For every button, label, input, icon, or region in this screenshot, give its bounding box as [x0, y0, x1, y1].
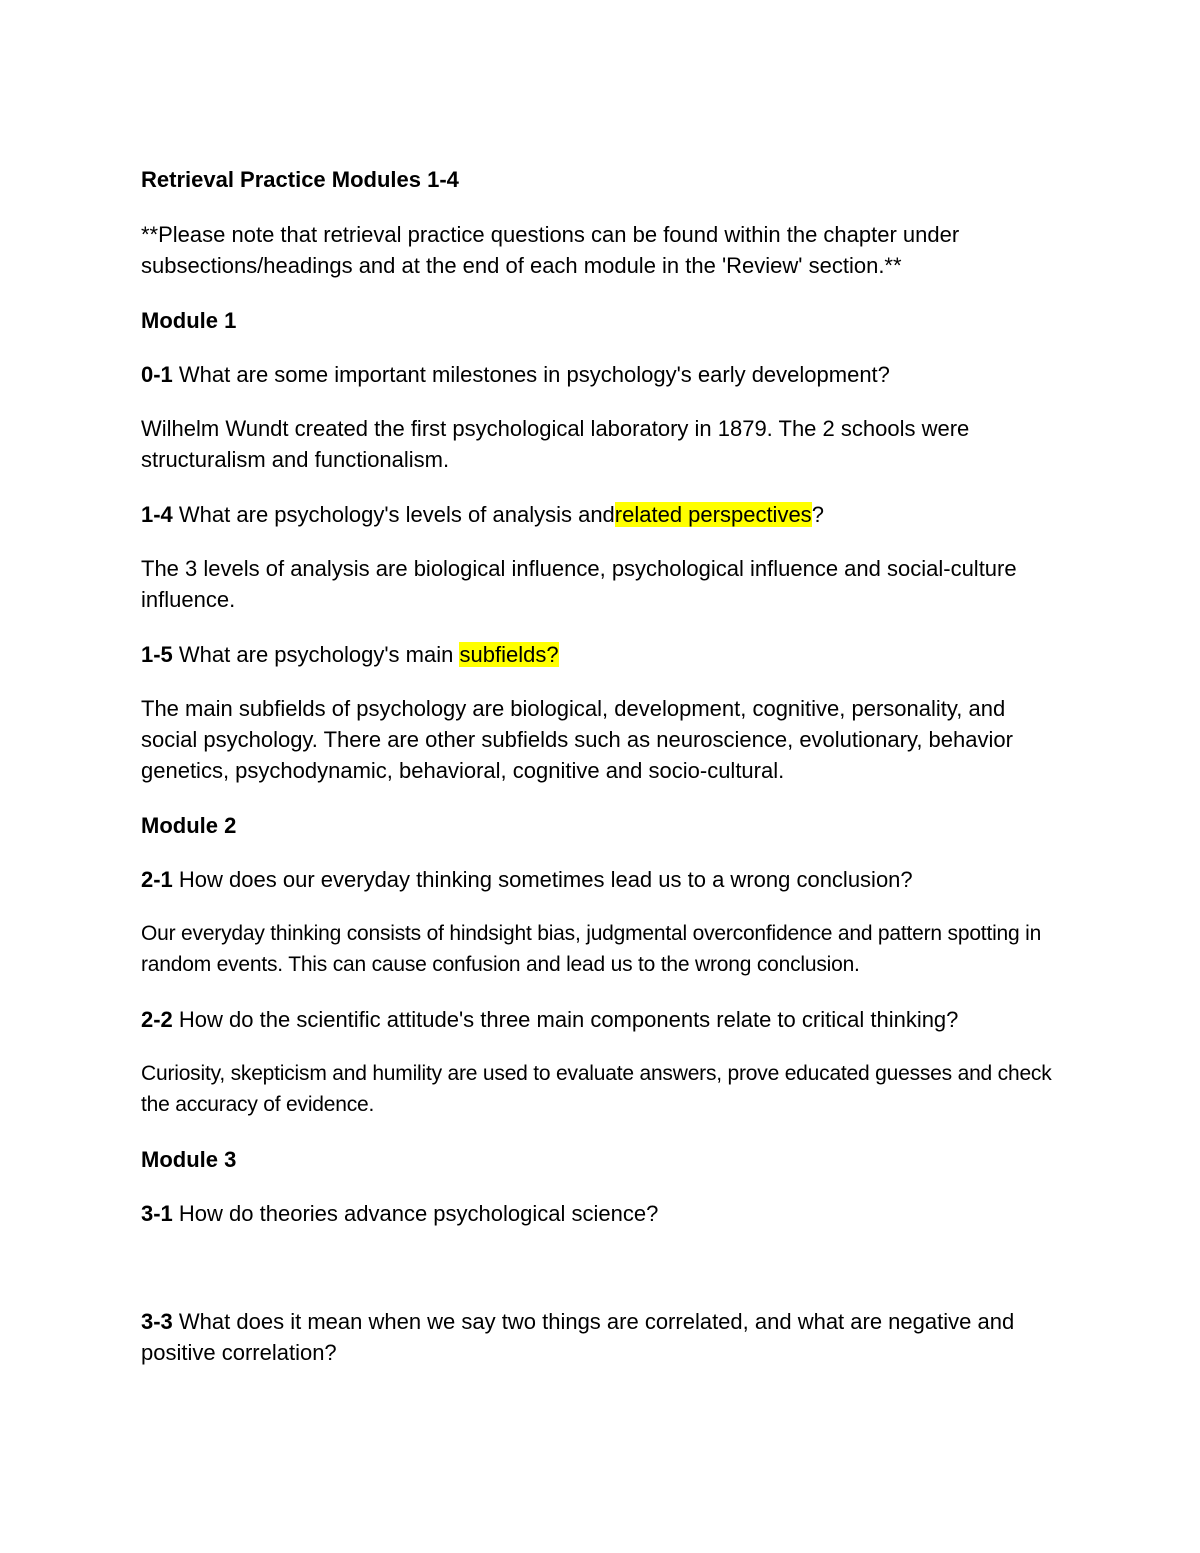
blank-answer-space [141, 1252, 1061, 1306]
question-text-end: ? [811, 502, 824, 527]
question-text: What does it mean when we say two things are correlated, and what are negative and positive correlation? [141, 1309, 1015, 1365]
question [141, 864, 1061, 895]
question-number: 2-2 [141, 1007, 173, 1032]
question-number: 2-1 [141, 867, 173, 892]
question [141, 1004, 1061, 1035]
question-number: 3-1 [141, 1201, 173, 1226]
question [141, 359, 1061, 390]
question-number: 1-4 [141, 502, 173, 527]
highlighted-text: related perspectives [614, 502, 812, 527]
module-heading: Module 3 [141, 1147, 237, 1172]
question-text: How do theories advance psychological science? [178, 1201, 659, 1226]
question-text: What are some important milestones in psychology's early development? [178, 362, 890, 387]
module-heading: Module 2 [141, 813, 237, 838]
question-text: What are psychology's main [178, 642, 454, 667]
question [141, 1198, 1061, 1229]
question [141, 1306, 1061, 1368]
question-text: How do the scientific attitude's three main components relate to critical thinking? [178, 1007, 959, 1032]
question-number: 1-5 [141, 642, 173, 667]
question [141, 499, 1061, 530]
answer: The 3 levels of analysis are biological influence, psychological influence and social-culture influence. [141, 556, 1017, 612]
module-heading: Module 1 [141, 308, 237, 333]
intro-note: **Please note that retrieval practice questions can be found within the chapter under subsections/headings and at the end of each module in the 'Review' section.** [141, 222, 960, 278]
answer: Wilhelm Wundt created the first psychological laboratory in 1879. The 2 schools were structuralism and functionalism. [141, 416, 970, 472]
question [141, 639, 1061, 670]
question-number: 0-1 [141, 362, 173, 387]
document-content [141, 162, 1061, 1391]
question-text: What are psychology's levels of analysis and [178, 502, 615, 527]
highlighted-text: subfields? [459, 642, 559, 667]
question-number: 3-3 [141, 1309, 173, 1334]
answer: Curiosity, skepticism and humility are used to evaluate answers, prove educated guesses and check the accuracy of evidence. [141, 1062, 1052, 1116]
answer: Our everyday thinking consists of hindsight bias, judgmental overconfidence and pattern spotting in random events. This can cause confusion and lead us to the wrong conclusion. [141, 922, 1042, 976]
question-text: How does our everyday thinking sometimes lead us to a wrong conclusion? [178, 867, 913, 892]
document-title: Retrieval Practice Modules 1-4 [141, 167, 459, 192]
answer: The main subfields of psychology are biological, development, cognitive, personality, and social psychology. There are other subfields such as neuroscience, evolutionary, behavior genetics, psychodynamic, behavioral, cognitive and socio-cultural. [141, 696, 1013, 783]
